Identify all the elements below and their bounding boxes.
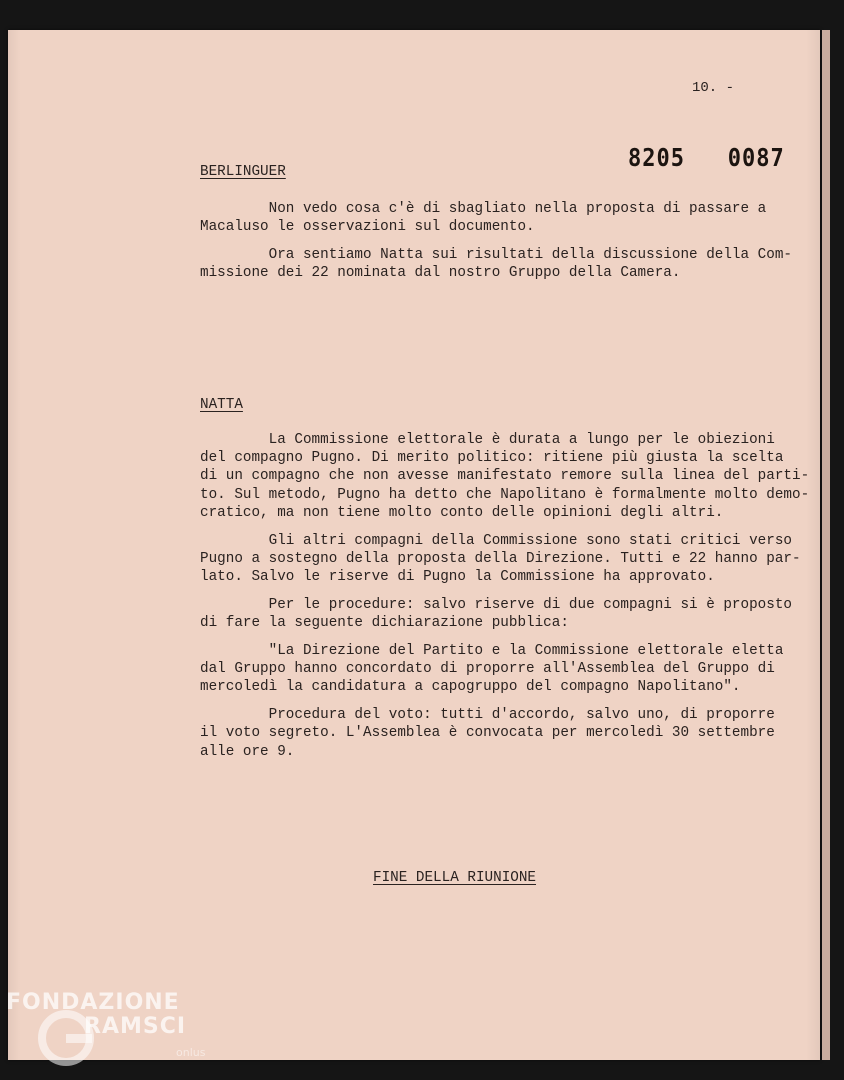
text-line: Ora sentiamo Natta sui risultati della discussione della Com- xyxy=(200,247,792,263)
watermark-line1: FONDAZIONE xyxy=(6,990,180,1015)
speaker-natta: NATTA xyxy=(200,397,243,413)
text-line: di un compagno che non avesse manifestato remore sulla linea del parti- xyxy=(200,468,810,484)
text-line: Gli altri compagni della Commissione sono stati critici verso xyxy=(200,533,792,549)
text-line: cratico, ma non tiene molto conto delle opinioni degli altri. xyxy=(200,505,724,521)
text-line: Procedura del voto: tutti d'accordo, salvo uno, di proporre xyxy=(200,707,775,723)
archive-stamp: 8205 0087 xyxy=(628,144,785,173)
text-line: il voto segreto. L'Assemblea è convocata per mercoledì 30 settembre xyxy=(200,725,775,741)
text-line: del compagno Pugno. Di merito politico: ritiene più giusta la scelta xyxy=(200,450,784,466)
text-line: missione dei 22 nominata dal nostro Gruppo della Camera. xyxy=(200,265,681,281)
text-line: Per le procedure: salvo riserve di due compagni si è proposto xyxy=(200,597,792,613)
text-line: di fare la seguente dichiarazione pubblica: xyxy=(200,615,569,631)
page-edge xyxy=(822,30,830,1060)
text-line: "La Direzione del Partito e la Commissione elettorale eletta xyxy=(200,643,784,659)
end-of-meeting: FINE DELLA RIUNIONE xyxy=(373,870,537,886)
fondazione-gramsci-watermark xyxy=(6,990,216,1076)
text-line: lato. Salvo le riserve di Pugno la Commissione ha approvato. xyxy=(200,569,715,585)
text-line: alle ore 9. xyxy=(200,744,295,760)
watermark-line2: RAMSCI xyxy=(84,1014,187,1039)
text-line: to. Sul metodo, Pugno ha detto che Napolitano è formalmente molto demo- xyxy=(200,487,810,503)
text-line: mercoledì la candidatura a capogruppo del compagno Napolitano". xyxy=(200,679,741,695)
text-line: Macaluso le osservazioni sul documento. xyxy=(200,219,535,235)
text-line: La Commissione elettorale è durata a lungo per le obiezioni xyxy=(200,432,775,448)
watermark-onlus: onlus xyxy=(176,1046,206,1059)
text-line: Pugno a sostegno della proposta della Direzione. Tutti e 22 hanno par- xyxy=(200,551,801,567)
page-number: 10. - xyxy=(692,80,735,96)
text-line: Non vedo cosa c'è di sbagliato nella proposta di passare a xyxy=(200,201,767,217)
speaker-berlinguer: BERLINGUER xyxy=(200,164,286,180)
text-line: dal Gruppo hanno concordato di proporre all'Assemblea del Gruppo di xyxy=(200,661,775,677)
